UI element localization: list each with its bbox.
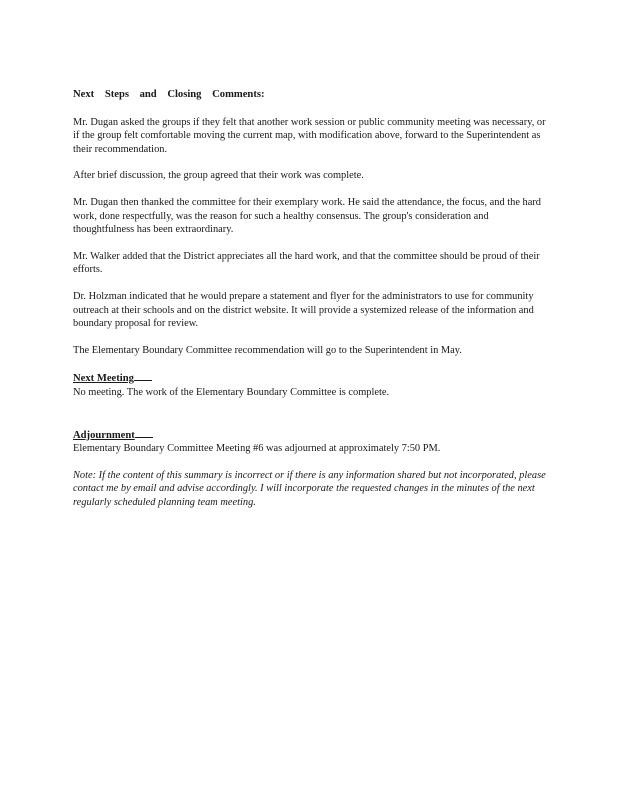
next-meeting-heading-text: Next Meeting	[73, 373, 134, 385]
closing-paragraph-5: Dr. Holzman indicated that he would prepare a statement and flyer for the administrators to use for community outreach at their schools and on the district website. It will provide a systemized release of the information and boundary proposal for review.	[73, 290, 534, 330]
adjournment-heading	[73, 427, 551, 443]
closing-paragraph-1: Mr. Dugan asked the groups if they felt that another work session or public community meeting was necessary, or if the group felt comfortable moving the current map, with modification above, forward to the Superintendent as their recommendation.	[73, 116, 546, 155]
heading-underline-tail	[134, 370, 152, 381]
adjournment-text: Elementary Boundary Committee Meeting #6 was adjourned at approximately 7:50 PM.	[73, 443, 441, 455]
closing-paragraph-3: Mr. Dugan then thanked the committee for their exemplary work. He said the attendance, the focus, and the hard work, done respectfully, was the reason for such a healthy consensus. The group's consideration and thoughtfulness has been extraordinary.	[73, 196, 541, 236]
document-page	[73, 88, 551, 509]
adjournment-heading-text: Adjournment	[73, 429, 135, 441]
next-meeting-heading	[73, 370, 551, 386]
closing-comments-heading: Next Steps and Closing Comments:	[73, 89, 265, 100]
note-paragraph: Note: If the content of this summary is incorrect or if there is any information shared but not incorporated, please contact me by email and advise accordingly. I will incorporate the requested changes in the minutes of the next regularly scheduled planning team meeting.	[73, 469, 546, 508]
heading-underline-tail	[135, 427, 153, 438]
closing-paragraph-4: Mr. Walker added that the District appreciates all the hard work, and that the committee should be proud of their efforts.	[73, 250, 540, 276]
next-meeting-text: No meeting. The work of the Elementary Boundary Committee is complete.	[73, 386, 390, 398]
closing-paragraph-2: After brief discussion, the group agreed that their work was complete.	[73, 170, 364, 182]
closing-paragraph-6: The Elementary Boundary Committee recommendation will go to the Superintendent in May.	[73, 344, 462, 356]
